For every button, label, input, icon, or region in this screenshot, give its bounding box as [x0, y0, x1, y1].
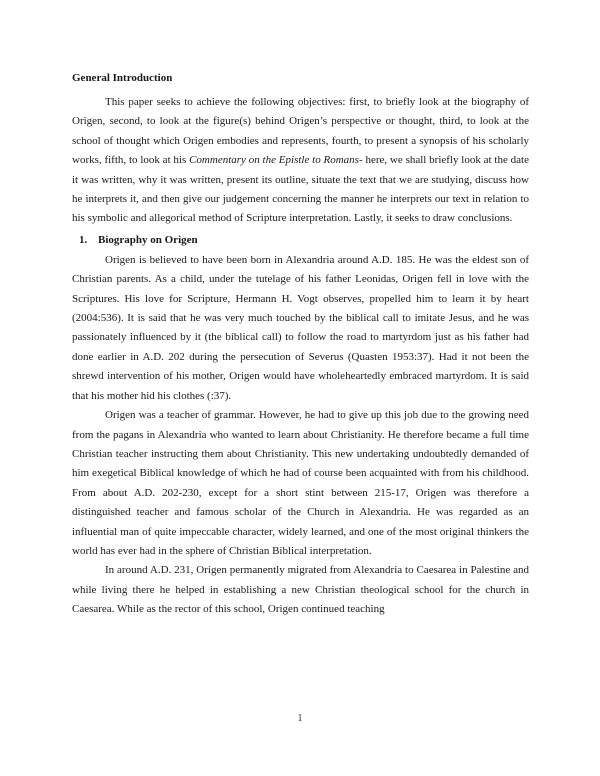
intro-italic-title: Commentary on the Epistle to Romans	[189, 154, 359, 167]
intro-text-part-1: This paper seeks to achieve the following objectives: first, to briefly look at the biography of Origen, second, to look at the figure(s) behind Origen’s perspective or thought, third, to look at the school of thought which Origen embodies and represents, fourth, to present a synopsis of his scholarly works, fifth, to look at his	[72, 96, 529, 167]
biography-paragraph-2: Origen was a teacher of grammar. However, he had to give up this job due to the growing need from the pagans in Alexandria who wanted to learn about Christianity. He therefore became a full time Christian teacher instructing them about Christianity. This new undertaking undoubtedly demanded of him exegetical Biblical knowledge of which he had of course been acquainted with from his childhood. From about A.D. 202-230, except for a short stint between 215-17, Origen was therefore a distinguished teacher and famous scholar of the Church in Alexandria. He was regarded as an influential man of quite impeccable character, widely learned, and one of the most original thinkers the world has ever had in the sphere of Christian Biblical interpretation.	[72, 409, 529, 557]
section-title: Biography on Origen	[98, 233, 198, 246]
intro-text-part-2: - here, we shall briefly look at the date it was written, why it was written, present its outline, situate the text that we are studying, discuss how he interprets it, and then give our judgement concerning the manner he interprets our text in relation to his symbolic and allegorical method of Scripture interpretation. Lastly, it seeks to draw conclusions.	[72, 154, 529, 225]
general-introduction-heading: General Introduction	[72, 72, 173, 84]
intro-paragraph	[72, 93, 529, 229]
document-page	[72, 70, 529, 620]
section-number: 1.	[79, 233, 88, 246]
biography-paragraph-1: Origen is believed to have been born in Alexandria around A.D. 185. He was the eldest son of Christian parents. As a child, under the tutelage of his father Leonidas, Origen fell in love with the Scriptures. His love for Scripture, Hermann H. Vogt observes, propelled him to learn it by heart (2004:536). It is said that he was very much touched by the biblical call to imitate Jesus, and he was passionately influenced by it (the biblical call) to follow the road to martyrdom just as his father had done earlier in A.D. 202 during the persecution of Severus (Quasten 1953:37). Had it not been the shrewd intervention of his mother, Origen would have wholeheartedly embraced martyrdom. It is said that his mother hid his clothes (:37).	[72, 253, 529, 402]
page-number: 1	[297, 713, 303, 724]
biography-paragraph-3: In around A.D. 231, Origen permanently migrated from Alexandria to Caesarea in Palestine and while living there he helped in establishing a new Christian theological school for the church in Caesarea. While as the rector of this school, Origen continued teaching	[72, 564, 529, 616]
section-heading-biography	[72, 232, 529, 248]
